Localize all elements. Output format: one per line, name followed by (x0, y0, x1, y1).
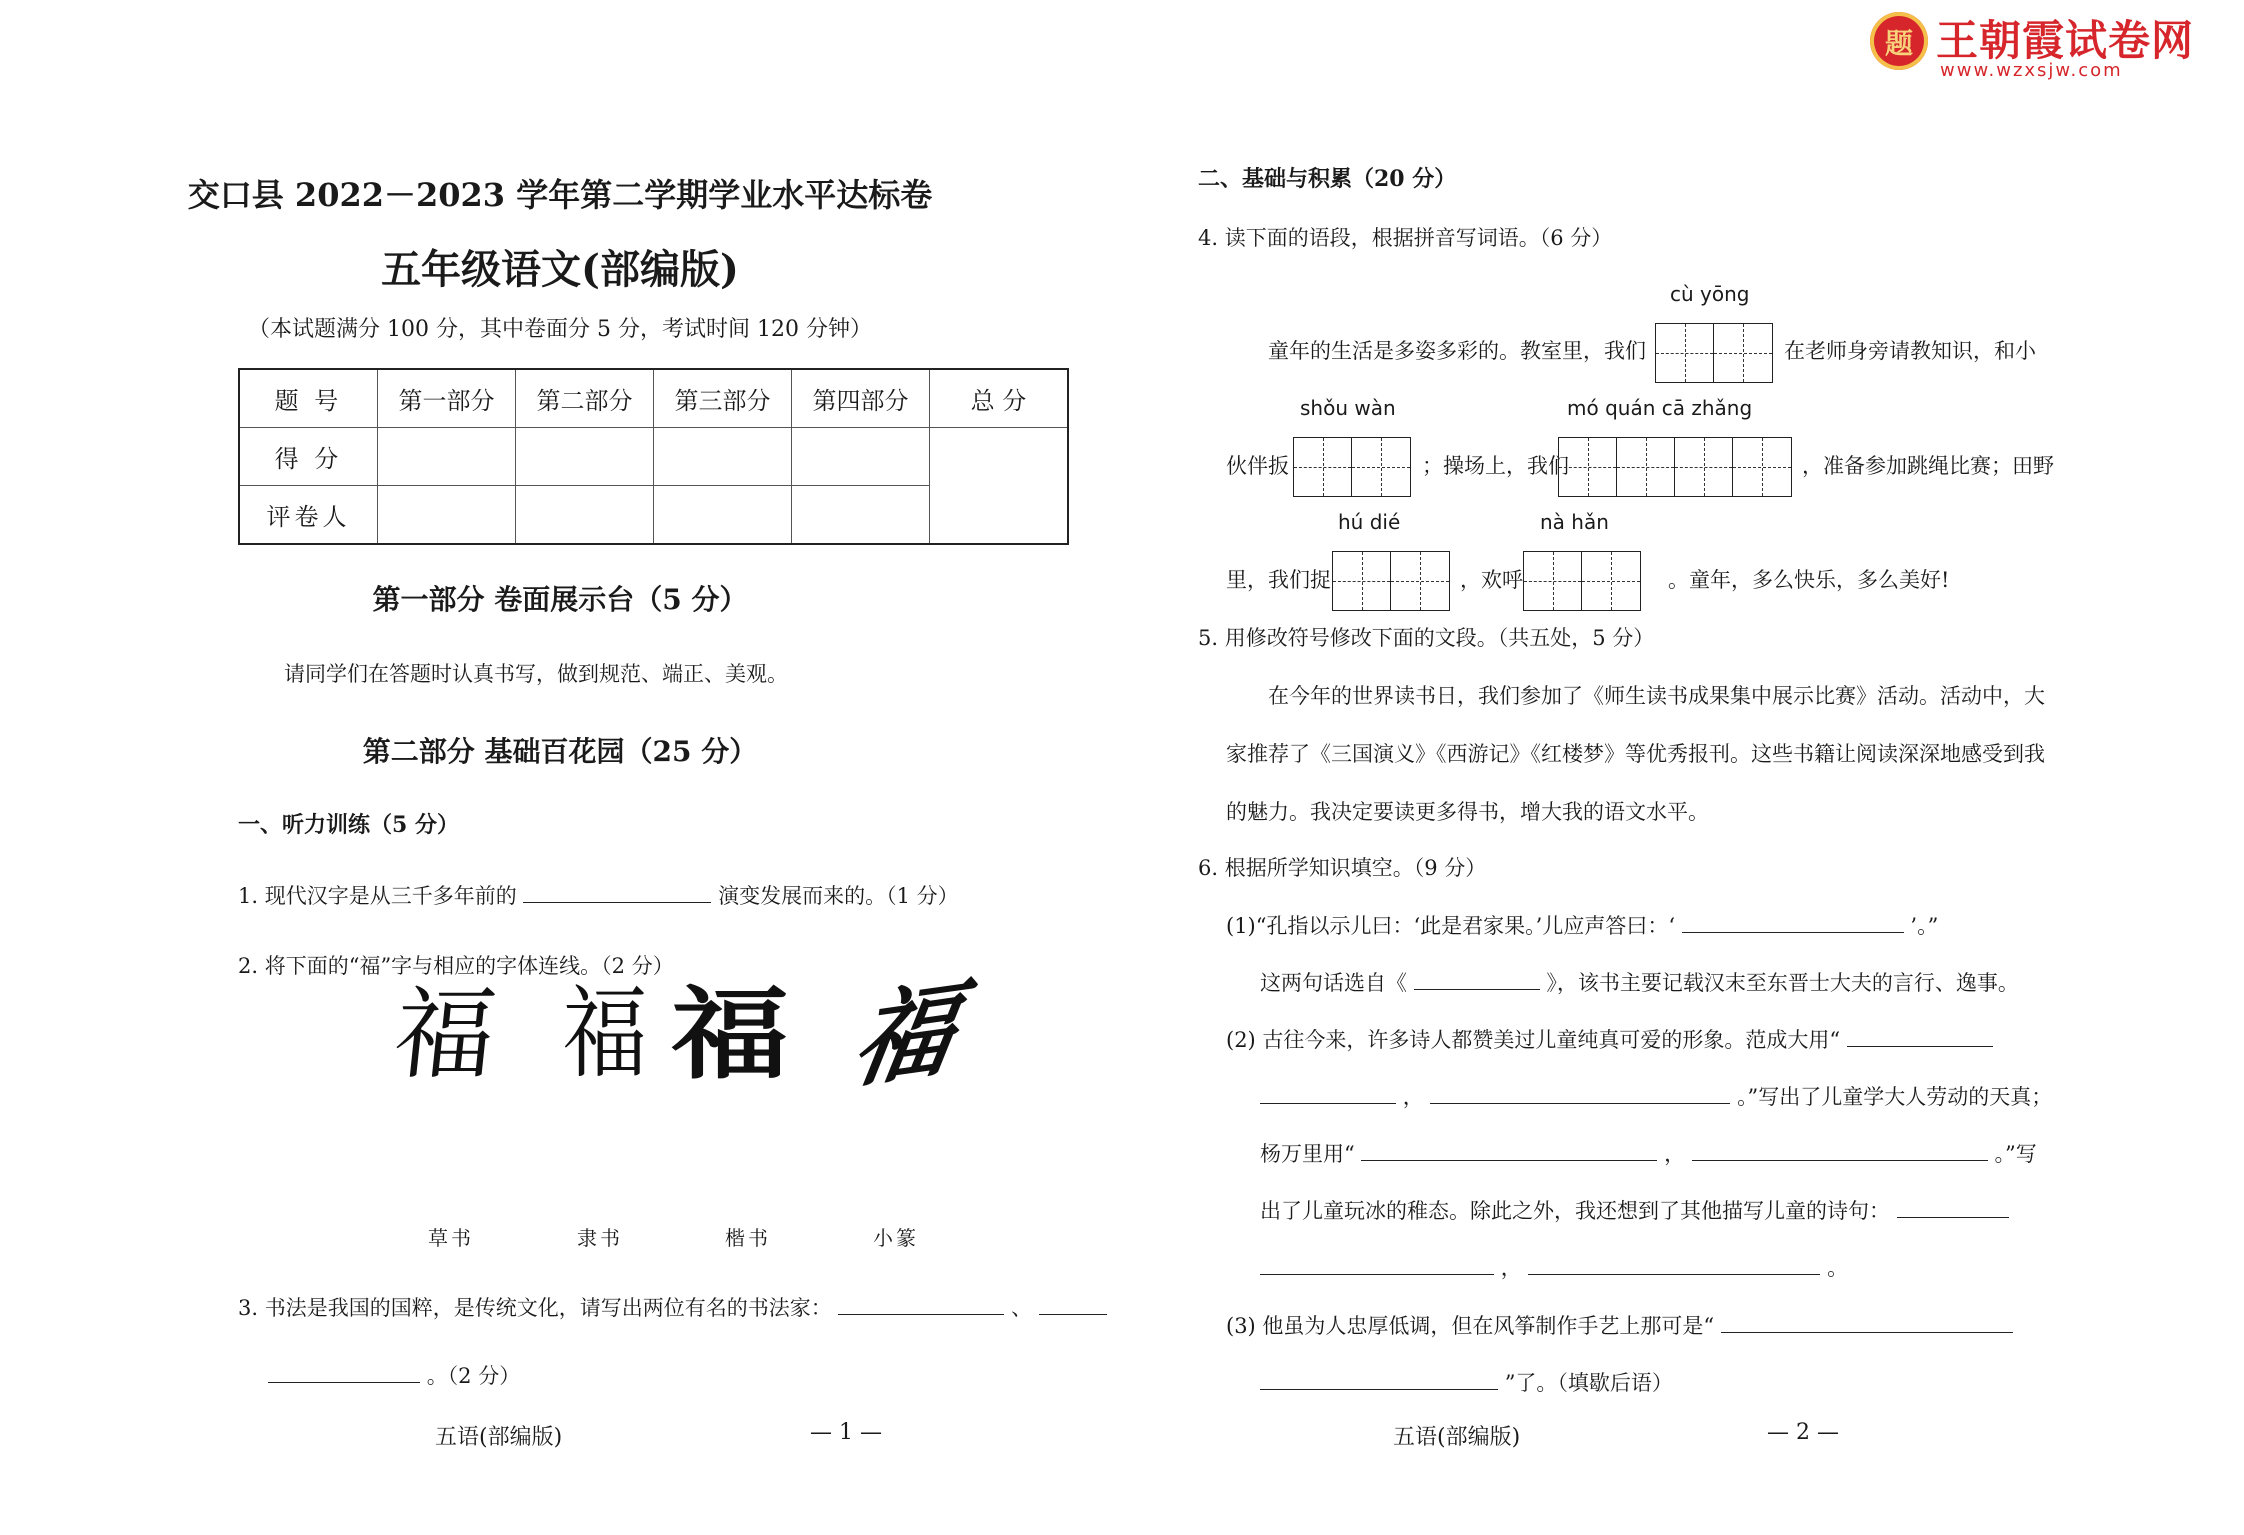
question-1-text: 1. 现代汉字是从三千多年前的 (238, 884, 517, 908)
table-row-label: 得 分 (239, 428, 378, 486)
question-5: 5. 用修改符号修改下面的文段。（共五处，5 分） (1198, 626, 1655, 650)
score-table (238, 368, 1069, 545)
writing-grid[interactable] (1332, 551, 1450, 611)
answer-blank[interactable] (1260, 1252, 1494, 1275)
question-text: ， (1402, 1085, 1424, 1109)
answer-blank[interactable] (1260, 1367, 1498, 1390)
grader-cell[interactable] (654, 486, 792, 545)
section-2-title: 二、基础与积累（20 分） (1198, 166, 1457, 192)
question-text: 》，该书主要记载汉末至东晋士大夫的言行、逸事。 (1546, 971, 2019, 995)
passage-text: 童年的生活是多姿多彩的。教室里，我们 (1268, 339, 1646, 363)
answer-blank[interactable] (1692, 1138, 1988, 1161)
question-6-2-cont (1260, 1138, 2037, 1168)
answer-blank[interactable] (1414, 967, 1540, 990)
grid-cell[interactable] (1617, 438, 1675, 496)
question-text: (3) 他虽为人忠厚低调，但在风筝制作手艺上那可是“ (1226, 1314, 1715, 1338)
grid-cell[interactable] (1294, 438, 1352, 496)
question-text: (2) 古往今来，许多诗人都赞美过儿童纯真可爱的形象。范成大用“ (1226, 1028, 1841, 1052)
answer-blank[interactable] (838, 1292, 1004, 1315)
question-2: 2. 将下面的“福”字与相应的字体连线。（2 分） (238, 954, 674, 978)
pinyin-label: hú dié (1338, 510, 1401, 534)
score-cell[interactable] (654, 428, 792, 486)
question-text: (1)“孔指以示儿曰：‘此是君家果。’儿应声答曰：‘ (1226, 914, 1676, 938)
passage-text: 里，我们捉 (1226, 568, 1331, 592)
script-label: 楷书 (725, 1226, 771, 1250)
logo-url: www.wzxsjw.com (1940, 60, 2123, 81)
footer-subject: 五语(部编版) (1393, 1425, 1521, 1450)
logo-name: 王朝霞试卷网 (1936, 16, 2195, 65)
exam-subject-title: 五年级语文(部编版) (381, 246, 739, 293)
pinyin-label: cù yōng (1670, 282, 1750, 306)
answer-blank[interactable] (1528, 1252, 1820, 1275)
grid-cell[interactable] (1524, 552, 1582, 610)
answer-blank[interactable] (1430, 1081, 1730, 1104)
question-5-line: 的魅力。我决定要读更多得书，增大我的语文水平。 (1226, 800, 1709, 824)
grid-cell[interactable] (1352, 438, 1410, 496)
question-3-cont (268, 1360, 520, 1390)
exam-title: 交口县 2022－2023 学年第二学期学业水平达标卷 (187, 176, 933, 214)
footer-subject: 五语(部编版) (435, 1425, 563, 1450)
table-header-cell: 第一部分 (378, 369, 516, 428)
question-text: 这两句话选自《 (1260, 971, 1407, 995)
answer-blank[interactable] (1039, 1292, 1107, 1315)
question-6: 6. 根据所学知识填空。（9 分） (1198, 856, 1487, 880)
total-score-cell[interactable] (930, 428, 1069, 545)
question-6-1 (1226, 910, 1938, 940)
question-4: 4. 读下面的语段，根据拼音写词语。（6 分） (1198, 226, 1613, 250)
fu-char-clerical: 福 (562, 979, 648, 1090)
question-3-text: 3. 书法是我国的国粹，是传统文化，请写出两位有名的书法家： (238, 1296, 832, 1320)
score-cell[interactable] (378, 428, 516, 486)
question-6-2-cont (1260, 1081, 2052, 1111)
grader-cell[interactable] (516, 486, 654, 545)
question-3 (238, 1292, 1107, 1322)
passage-text: 伙伴扳 (1226, 454, 1289, 478)
question-text: 杨万里用“ (1260, 1142, 1355, 1166)
answer-blank[interactable] (1361, 1138, 1657, 1161)
grader-cell[interactable] (378, 486, 516, 545)
part1-title: 第一部分 卷面展示台（5 分） (372, 583, 748, 616)
question-text: ， (1664, 1142, 1686, 1166)
table-row (239, 428, 1068, 486)
section-1-title: 一、听力训练（5 分） (238, 812, 459, 838)
page-number: — 1 — (810, 1420, 882, 1445)
answer-blank[interactable] (268, 1360, 420, 1383)
passage-text: 在老师身旁请教知识，和小 (1784, 339, 2036, 363)
grid-cell[interactable] (1559, 438, 1617, 496)
table-row (239, 369, 1068, 428)
answer-blank[interactable] (1682, 910, 1904, 933)
question-6-1-cont (1260, 967, 2019, 997)
fu-char-regular: 福 (671, 976, 789, 1093)
table-header-cell: 第三部分 (654, 369, 792, 428)
question-1 (238, 880, 959, 910)
page-2 (1120, 0, 2244, 1535)
writing-grid[interactable] (1558, 437, 1792, 497)
question-5-line: 在今年的世界读书日，我们参加了《师生读书成果集中展示比赛》活动。活动中，大 (1268, 684, 2045, 708)
answer-blank[interactable] (1897, 1195, 2009, 1218)
question-3-sep: 、 (1011, 1296, 1033, 1320)
writing-grid[interactable] (1655, 323, 1773, 383)
question-text: 。”写 (1994, 1142, 2037, 1166)
answer-blank[interactable] (523, 880, 711, 903)
grid-cell[interactable] (1582, 552, 1640, 610)
answer-blank[interactable] (1721, 1310, 2013, 1333)
pinyin-label: nà hǎn (1540, 510, 1609, 534)
grid-cell[interactable] (1675, 438, 1733, 496)
grid-cell[interactable] (1333, 552, 1391, 610)
grid-cell[interactable] (1391, 552, 1449, 610)
part2-title: 第二部分 基础百花园（25 分） (362, 735, 758, 768)
question-6-2-cont (1260, 1252, 1848, 1282)
grader-cell[interactable] (792, 486, 930, 545)
score-cell[interactable] (792, 428, 930, 486)
question-text: 。”写出了儿童学大人劳动的天真； (1737, 1085, 2053, 1109)
question-text: 。 (1827, 1256, 1849, 1280)
answer-blank[interactable] (1260, 1081, 1396, 1104)
table-header-cell: 第二部分 (516, 369, 654, 428)
question-6-3 (1226, 1310, 2013, 1340)
table-row-label: 评卷人 (239, 486, 378, 545)
part1-text: 请同学们在答题时认真书写，做到规范、端正、美观。 (284, 662, 788, 686)
question-text: ”了。（填歇后语） (1504, 1371, 1673, 1395)
passage-text: ，欢呼 (1460, 568, 1523, 592)
passage-text: ，准备参加跳绳比赛；田野 (1802, 454, 2054, 478)
question-3-text-end: 。（2 分） (426, 1364, 521, 1388)
script-label: 草书 (428, 1226, 474, 1250)
answer-blank[interactable] (1847, 1024, 1993, 1047)
question-6-2 (1226, 1024, 1993, 1054)
page-number: — 2 — (1767, 1420, 1839, 1445)
writing-grid[interactable] (1523, 551, 1641, 611)
passage-text: 。童年，多么快乐，多么美好! (1668, 568, 1950, 592)
passage-text: ；操场上，我们 (1422, 454, 1569, 478)
question-6-2-cont (1260, 1195, 2009, 1225)
table-header-cell: 第四部分 (792, 369, 930, 428)
exam-note: （本试题满分 100 分，其中卷面分 5 分，考试时间 120 分钟） (248, 317, 872, 342)
script-label: 隶书 (577, 1226, 623, 1250)
question-text: ， (1500, 1256, 1522, 1280)
pinyin-label: shǒu wàn (1300, 396, 1396, 420)
table-header-cell: 题 号 (239, 369, 378, 428)
pinyin-label: mó quán cā zhǎng (1567, 396, 1753, 420)
fu-char-seal: 福 (844, 966, 966, 1104)
page-1 (0, 0, 1120, 1535)
fu-char-cursive: 福 (388, 976, 502, 1093)
question-1-text-end: 演变发展而来的。（1 分） (718, 884, 959, 908)
script-label: 小篆 (873, 1226, 919, 1250)
score-cell[interactable] (516, 428, 654, 486)
grid-cell[interactable] (1733, 438, 1791, 496)
question-5-line: 家推荐了《三国演义》《西游记》《红楼梦》等优秀报刊。这些书籍让阅读深深地感受到我 (1226, 742, 2045, 766)
grid-cell[interactable] (1714, 324, 1772, 382)
writing-grid[interactable] (1293, 437, 1411, 497)
table-header-cell: 总 分 (930, 369, 1069, 428)
question-text: ’。” (1910, 914, 1939, 938)
question-6-3-cont (1260, 1367, 1673, 1397)
question-text: 出了儿童玩冰的稚态。除此之外，我还想到了其他描写儿童的诗句： (1260, 1199, 1890, 1223)
grid-cell[interactable] (1656, 324, 1714, 382)
